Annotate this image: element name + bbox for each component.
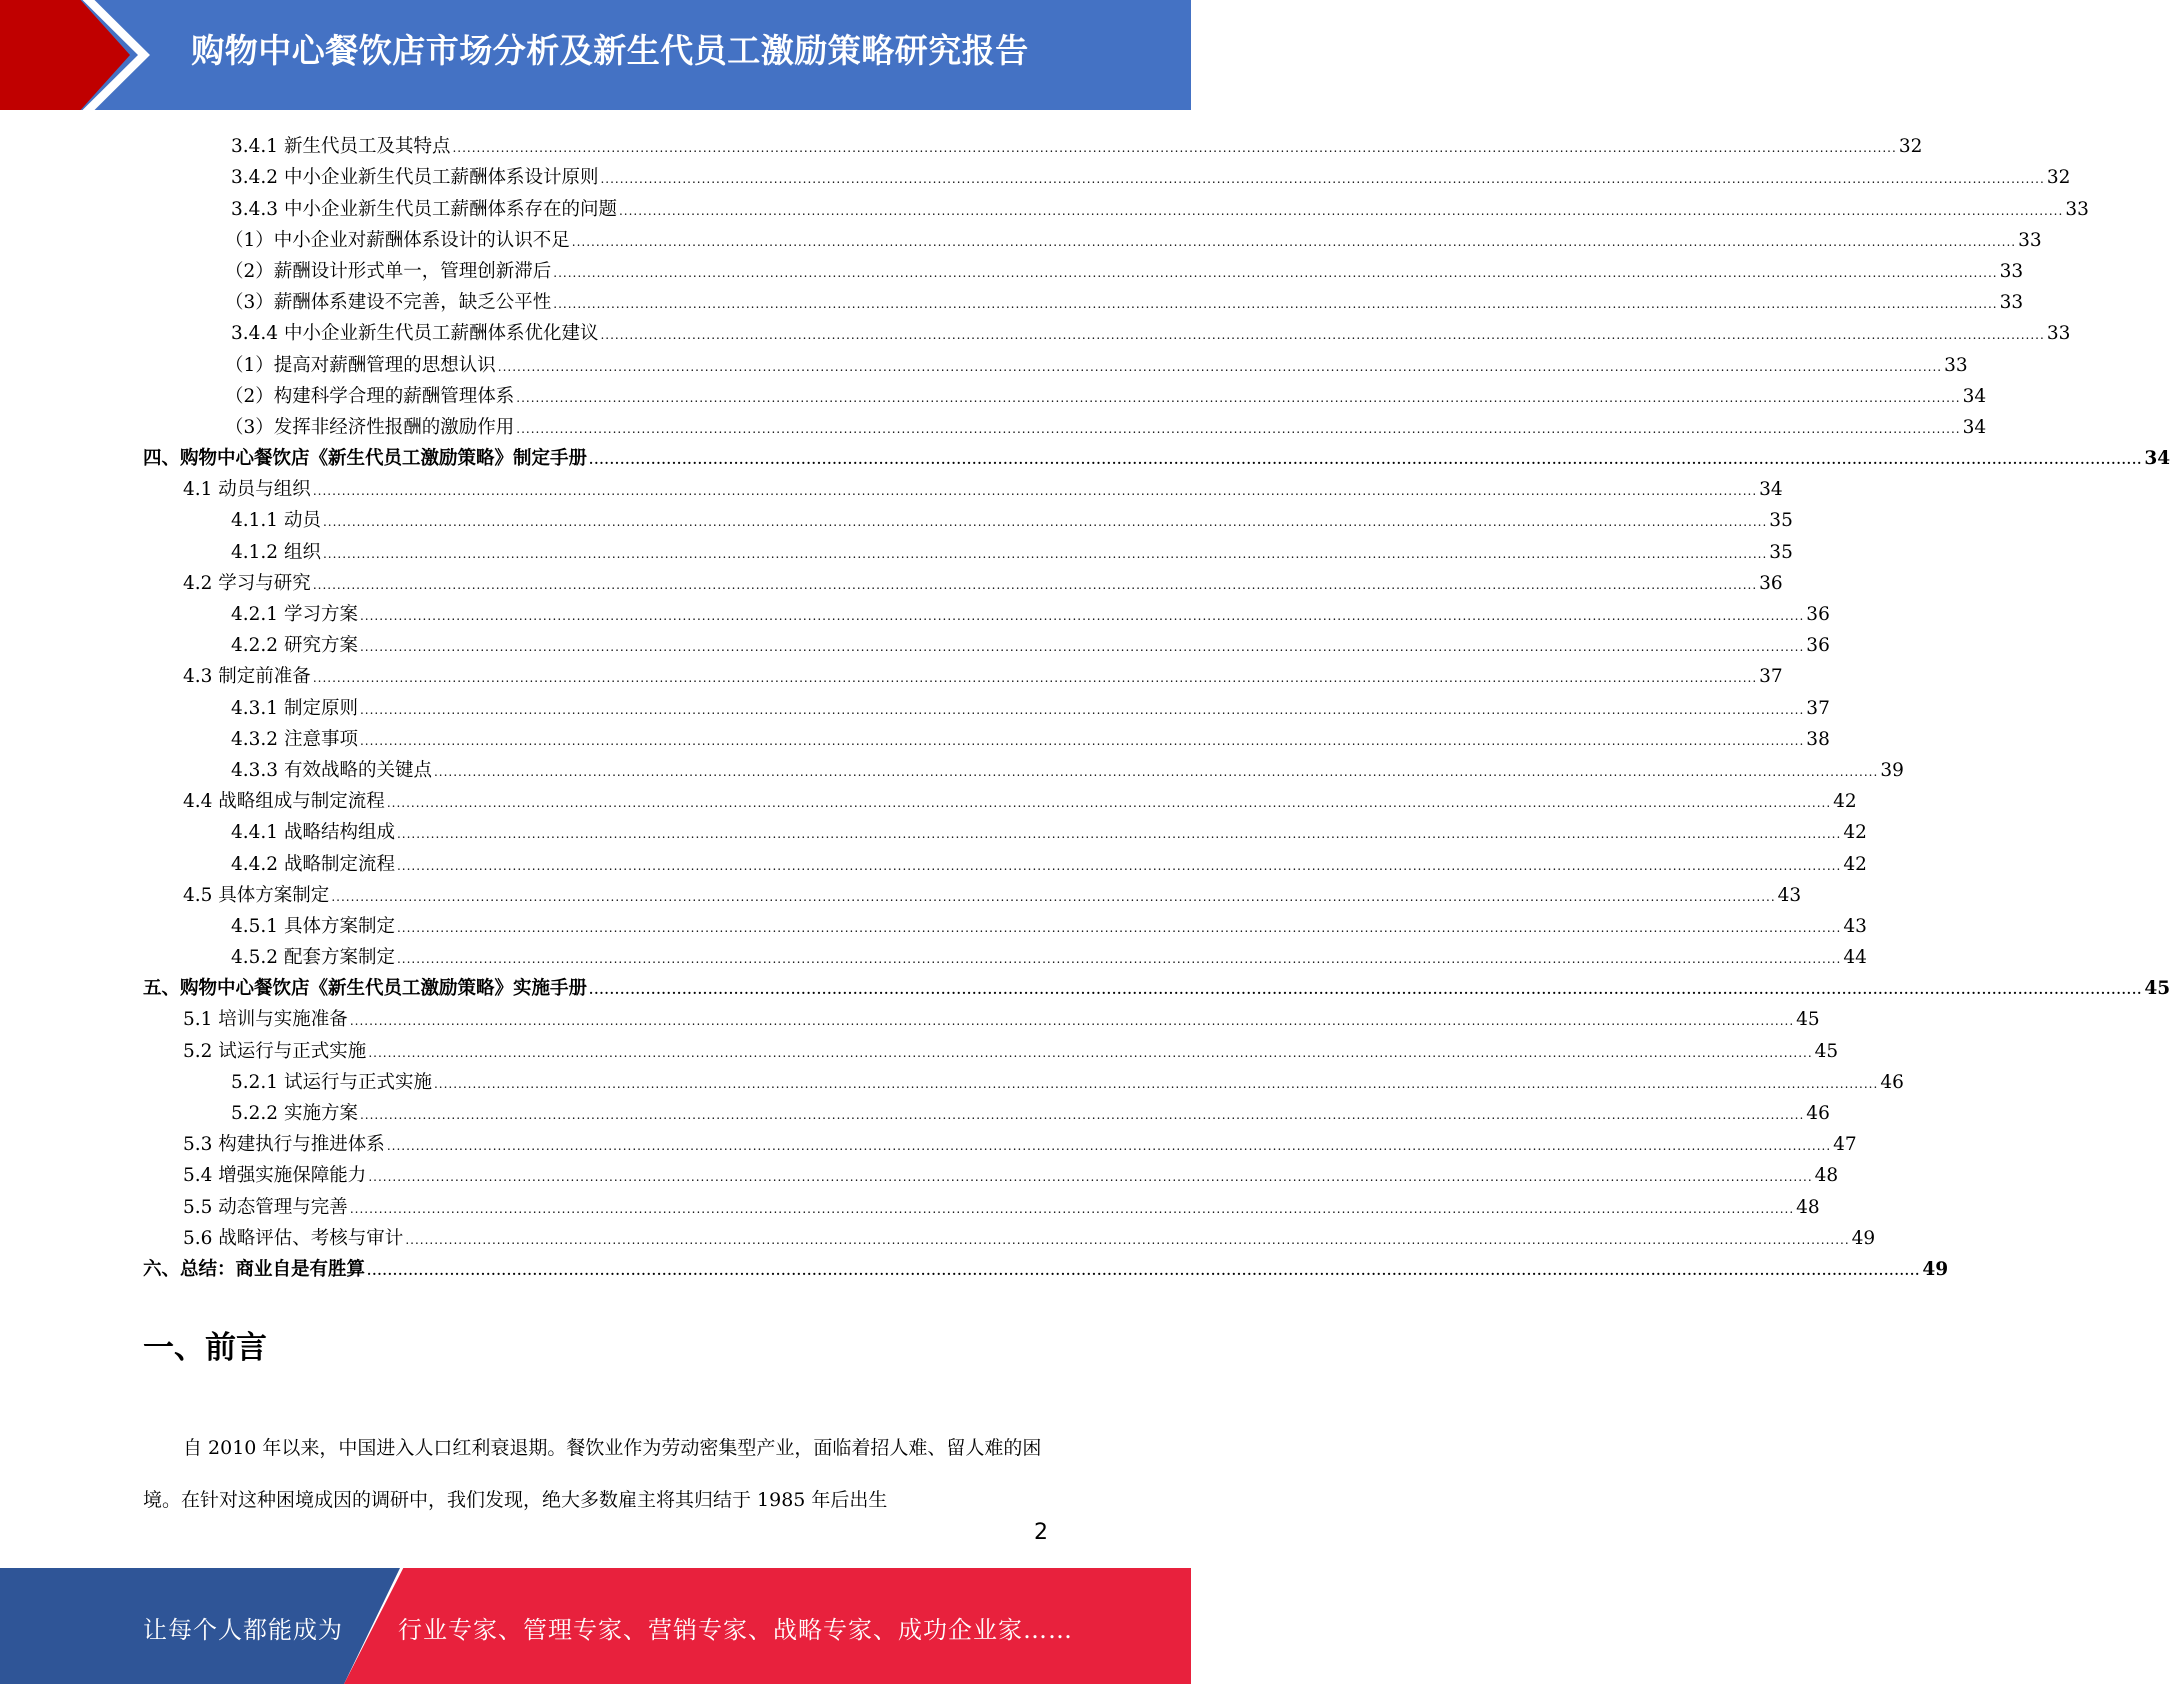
toc-leader-dots: ............................................................................................................................................................................................................................................................................................................ [368, 1045, 1813, 1060]
toc-leader-dots: ............................................................................................................................................................................................................................................................................................................ [618, 203, 2064, 218]
toc-entry-page: 49 [1851, 1227, 1876, 1249]
toc-entry[interactable] [143, 471, 1783, 502]
toc-entry-page: 45 [1796, 1009, 1820, 1031]
toc-entry[interactable] [143, 533, 1793, 564]
toc-entry-page: 46 [1806, 1103, 1830, 1124]
toc-entry[interactable] [143, 783, 1857, 814]
toc-leader-dots: ............................................................................................................................................................................................................................................................................................................ [600, 328, 2045, 343]
toc-entry[interactable] [143, 159, 2071, 190]
toc-entry-label: 4.3.2 注意事项 [231, 728, 358, 750]
toc-entry-page: 35 [1769, 541, 1793, 563]
toc-entry-page: 35 [1769, 510, 1793, 532]
toc-entry-page: 33 [2018, 229, 2042, 251]
toc-entry-page: 37 [1806, 697, 1830, 719]
toc-entry[interactable] [143, 128, 1923, 159]
toc-leader-dots: ............................................................................................................................................................................................................................................................................................................ [405, 1232, 1850, 1247]
toc-entry-label: 四、购物中心餐饮店《新生代员工激励策略》制定手册 [143, 448, 588, 470]
toc-entry[interactable] [143, 253, 2024, 284]
toc-entry-page: 34 [2144, 448, 2170, 470]
toc-entry-label: 5.5 动态管理与完善 [183, 1196, 348, 1218]
toc-entry[interactable] [143, 346, 1968, 377]
toc-entry-label: 六、总结：商业自是有胜算 [143, 1258, 366, 1280]
toc-entry-page: 32 [1898, 136, 1923, 158]
toc-entry-page: 34 [1962, 385, 1987, 407]
toc-entry-page: 48 [1814, 1165, 1839, 1187]
toc-entry-label: 3.4.1 新生代员工及其特点 [231, 136, 451, 158]
toc-leader-dots: ............................................................................................................................................................................................................................................................................................................ [396, 952, 1842, 967]
toc-entry-page: 34 [1962, 416, 1987, 438]
toc-leader-dots: ............................................................................................................................................................................................................................................................................................................ [349, 1014, 1795, 1029]
toc-entry[interactable] [143, 1095, 1830, 1126]
page-number: 2 [1034, 1520, 1048, 1545]
toc-leader-dots: ............................................................................................................................................................................................................................................................................................................ [396, 920, 1842, 935]
toc-entry[interactable] [143, 970, 2170, 1001]
toc-entry[interactable] [143, 502, 1793, 533]
toc-entry-label: 4.1.2 组织 [231, 541, 321, 563]
toc-leader-dots: ............................................................................................................................................................................................................................................................................................................ [359, 640, 1805, 655]
toc-entry-page: 33 [1944, 354, 1968, 376]
toc-leader-dots: ............................................................................................................................................................................................................................................................................................................ [589, 983, 2143, 998]
toc-entry-label: 3.4.3 中小企业新生代员工薪酬体系存在的问题 [231, 198, 617, 220]
toc-entry-page: 38 [1806, 728, 1830, 750]
toc-entry[interactable] [143, 1251, 1949, 1282]
toc-leader-dots: ............................................................................................................................................................................................................................................................................................................ [497, 359, 1943, 374]
toc-entry-page: 33 [2046, 323, 2071, 345]
toc-entry-label: 5.1 培训与实施准备 [183, 1009, 348, 1031]
toc-entry-page: 42 [1843, 853, 1867, 875]
table-of-contents [143, 128, 2170, 1282]
toc-leader-dots: ............................................................................................................................................................................................................................................................................................................ [516, 390, 1961, 405]
toc-leader-dots: ............................................................................................................................................................................................................................................................................................................ [322, 515, 1768, 530]
toc-entry-page: 39 [1880, 759, 1904, 781]
toc-entry[interactable] [143, 596, 1830, 627]
toc-entry-label: 4.3 制定前准备 [183, 666, 311, 688]
toc-leader-dots: ............................................................................................................................................................................................................................................................................................................ [359, 702, 1805, 717]
toc-entry[interactable] [143, 565, 1783, 596]
toc-entry-label: 4.4.1 战略结构组成 [231, 822, 395, 844]
toc-entry[interactable] [143, 1032, 1839, 1063]
toc-entry[interactable] [143, 845, 1867, 876]
footer-banner [0, 1568, 1191, 1684]
toc-entry-page: 46 [1880, 1071, 1904, 1093]
header-banner [0, 0, 1191, 110]
toc-entry-label: （3）薪酬体系建设不完善，缺乏公平性 [225, 292, 552, 314]
toc-entry[interactable] [143, 440, 2170, 471]
toc-entry-label: 3.4.2 中小企业新生代员工薪酬体系设计原则 [231, 167, 599, 189]
toc-leader-dots: ............................................................................................................................................................................................................................................................................................................ [331, 889, 1776, 904]
toc-entry[interactable] [143, 939, 1867, 970]
toc-entry-page: 45 [2144, 978, 2170, 1000]
toc-entry-label: 5.3 构建执行与推进体系 [183, 1134, 385, 1156]
toc-leader-dots: ............................................................................................................................................................................................................................................................................................................ [322, 546, 1768, 561]
toc-leader-dots: ............................................................................................................................................................................................................................................................................................................ [386, 1139, 1832, 1154]
toc-entry[interactable] [143, 190, 2089, 221]
toc-entry-label: 5.2.2 实施方案 [231, 1103, 358, 1124]
toc-entry[interactable] [143, 689, 1830, 720]
toc-entry[interactable] [143, 1188, 1820, 1219]
toc-entry[interactable] [143, 1220, 1876, 1251]
toc-entry-label: 4.3.1 制定原则 [231, 697, 358, 719]
toc-leader-dots: ............................................................................................................................................................................................................................................................................................................ [312, 484, 1758, 499]
toc-entry[interactable] [143, 222, 2042, 253]
toc-leader-dots: ............................................................................................................................................................................................................................................................................................................ [359, 733, 1805, 748]
toc-entry-page: 36 [1759, 572, 1783, 594]
toc-entry-page: 34 [1759, 479, 1783, 501]
toc-entry[interactable] [143, 1064, 1904, 1095]
toc-entry[interactable] [143, 1001, 1820, 1032]
toc-leader-dots: ............................................................................................................................................................................................................................................................................................................ [368, 1170, 1813, 1185]
toc-entry-label: 4.4.2 战略制定流程 [231, 853, 395, 875]
document-title: 购物中心餐饮店市场分析及新生代员工激励策略研究报告 [191, 31, 1029, 70]
toc-entry[interactable] [143, 877, 1802, 908]
toc-entry[interactable] [143, 284, 2024, 315]
toc-leader-dots: ............................................................................................................................................................................................................................................................................................................ [553, 297, 1998, 312]
toc-leader-dots: ............................................................................................................................................................................................................................................................................................................ [312, 671, 1758, 686]
section-heading: 一、前言 [143, 1330, 267, 1366]
toc-leader-dots: ............................................................................................................................................................................................................................................................................................................ [349, 1201, 1795, 1216]
toc-leader-dots: ............................................................................................................................................................................................................................................................................................................ [359, 1108, 1805, 1122]
toc-leader-dots: ............................................................................................................................................................................................................................................................................................................ [312, 577, 1758, 592]
toc-entry-label: 4.2 学习与研究 [183, 572, 311, 594]
toc-entry-page: 44 [1843, 947, 1867, 969]
toc-leader-dots: ............................................................................................................................................................................................................................................................................................................ [589, 453, 2143, 468]
toc-entry-label: 5.6 战略评估、考核与审计 [183, 1227, 404, 1249]
toc-leader-dots: ............................................................................................................................................................................................................................................................................................................ [553, 265, 1998, 280]
toc-entry-label: 4.4 战略组成与制定流程 [183, 791, 385, 813]
toc-entry[interactable] [143, 378, 1987, 409]
toc-leader-dots: ............................................................................................................................................................................................................................................................................................................ [600, 172, 2045, 187]
toc-entry-label: 5.2.1 试运行与正式实施 [231, 1071, 432, 1093]
toc-entry-label: 五、购物中心餐饮店《新生代员工激励策略》实施手册 [143, 978, 588, 1000]
toc-entry[interactable] [143, 908, 1867, 939]
toc-entry-label: （1）中小企业对薪酬体系设计的认识不足 [225, 229, 570, 251]
toc-entry-label: （1）提高对薪酬管理的思想认识 [225, 354, 496, 376]
toc-entry-label: 5.2 试运行与正式实施 [183, 1040, 367, 1062]
toc-entry[interactable] [143, 409, 1987, 440]
toc-entry[interactable] [143, 1157, 1839, 1188]
toc-entry-page: 37 [1759, 666, 1783, 688]
toc-leader-dots: ............................................................................................................................................................................................................................................................................................................ [396, 827, 1842, 842]
toc-entry[interactable] [143, 627, 1830, 658]
toc-entry[interactable] [143, 814, 1867, 845]
toc-leader-dots: ............................................................................................................................................................................................................................................................................................................ [516, 421, 1961, 436]
toc-entry-page: 32 [2046, 167, 2071, 189]
toc-entry-page: 47 [1833, 1134, 1857, 1156]
toc-entry-page: 33 [1999, 260, 2024, 282]
toc-entry[interactable] [143, 752, 1904, 783]
toc-entry-label: 4.1.1 动员 [231, 510, 321, 532]
toc-entry[interactable] [143, 315, 2071, 346]
toc-entry-page: 36 [1806, 635, 1830, 657]
footer-slogan-left: 让每个人都能成为 [143, 1616, 343, 1644]
toc-entry-label: 3.4.4 中小企业新生代员工薪酬体系优化建议 [231, 323, 599, 345]
toc-entry-label: 4.2.1 学习方案 [231, 604, 358, 625]
toc-entry-label: （2）构建科学合理的薪酬管理体系 [225, 385, 515, 407]
body-paragraph: 自 2010 年以来，中国进入人口红利衰退期。餐饮业作为劳动密集型产业，面临着招人难、留人难的困境。在针对这种困境成因的调研中，我们发现，绝大多数雇主将其归结于 1985 年后出生 [143, 1437, 1042, 1511]
toc-entry-page: 49 [1922, 1258, 1949, 1280]
toc-entry-label: 4.2.2 研究方案 [231, 635, 358, 657]
toc-entry-page: 48 [1796, 1196, 1820, 1218]
toc-entry-label: （2）薪酬设计形式单一，管理创新滞后 [225, 260, 552, 282]
toc-entry-page: 42 [1833, 791, 1857, 813]
toc-entry[interactable] [143, 658, 1783, 689]
toc-leader-dots: ............................................................................................................................................................................................................................................................................................................ [359, 609, 1805, 623]
toc-entry-label: 4.5.1 具体方案制定 [231, 915, 395, 937]
toc-entry-label: 4.5.2 配套方案制定 [231, 947, 395, 969]
toc-entry-page: 33 [1999, 292, 2024, 314]
toc-entry-label: 4.1 动员与组织 [183, 479, 311, 501]
toc-entry-page: 36 [1806, 604, 1830, 625]
toc-leader-dots: ............................................................................................................................................................................................................................................................................................................ [433, 764, 1879, 779]
toc-entry-label: （3）发挥非经济性报酬的激励作用 [225, 416, 515, 438]
toc-entry-page: 33 [2065, 198, 2089, 220]
toc-leader-dots: ............................................................................................................................................................................................................................................................................................................ [571, 234, 2017, 249]
toc-entry-page: 43 [1777, 884, 1802, 906]
toc-leader-dots: ............................................................................................................................................................................................................................................................................................................ [396, 858, 1842, 873]
toc-entry-label: 4.3.3 有效战略的关键点 [231, 759, 432, 781]
toc-entry-page: 42 [1843, 822, 1867, 844]
toc-entry-label: 5.4 增强实施保障能力 [183, 1165, 367, 1187]
toc-entry[interactable] [143, 721, 1830, 752]
footer-slogan-right: 行业专家、管理专家、营销专家、战略专家、成功企业家…… [398, 1616, 1073, 1644]
toc-leader-dots: ............................................................................................................................................................................................................................................................................................................ [452, 141, 1897, 156]
toc-entry[interactable] [143, 1126, 1857, 1157]
toc-entry-page: 43 [1843, 915, 1867, 937]
toc-entry-label: 4.5 具体方案制定 [183, 884, 330, 906]
toc-leader-dots: ............................................................................................................................................................................................................................................................................................................ [433, 1076, 1879, 1091]
toc-leader-dots: ............................................................................................................................................................................................................................................................................................................ [386, 796, 1832, 811]
toc-leader-dots: ............................................................................................................................................................................................................................................................................................................ [367, 1263, 1921, 1278]
toc-entry-page: 45 [1814, 1040, 1839, 1062]
